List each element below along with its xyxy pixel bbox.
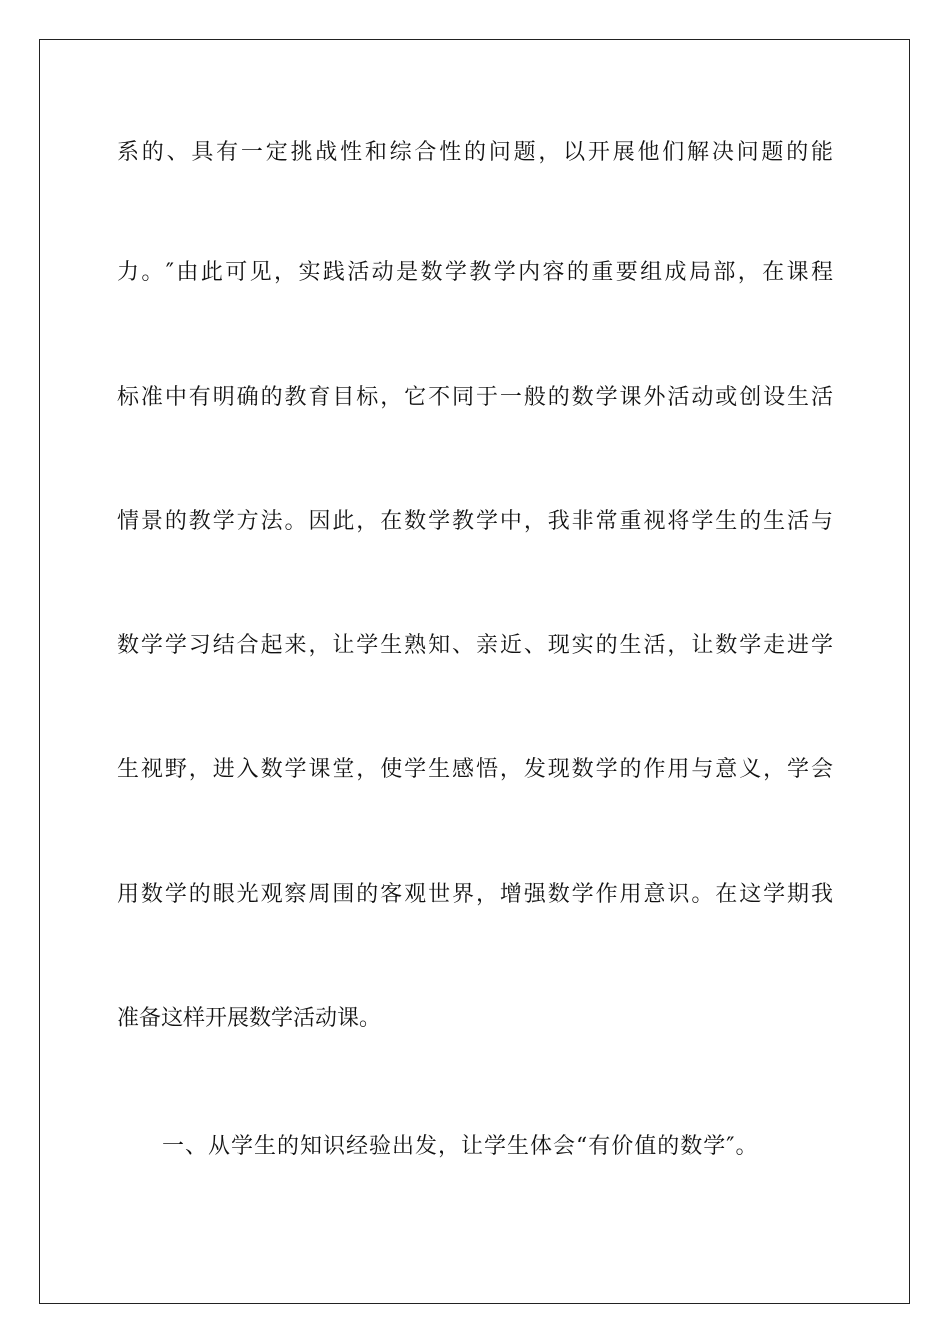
paragraph-line-7: 用数学的眼光观察周围的客观世界，增强数学作用意识。在这学期我 [117, 882, 833, 907]
paragraph-line-2: 力。″由此可见，实践活动是数学教学内容的重要组成局部，在课程 [117, 260, 833, 285]
paragraph-line-8: 准备这样开展数学活动课。 [117, 1006, 382, 1031]
paragraph-line-6: 生视野，进入数学课堂，使学生感悟，发现数学的作用与意义，学会 [117, 757, 833, 782]
paragraph-line-1: 系的、具有一定挑战性和综合性的问题，以开展他们解决问题的能 [117, 140, 833, 165]
paragraph-line-3: 标准中有明确的教育目标，它不同于一般的数学课外活动或创设生活 [117, 385, 833, 410]
paragraph-line-5: 数学学习结合起来，让学生熟知、亲近、现实的生活，让数学走进学 [117, 633, 833, 658]
page-border [39, 39, 910, 1304]
section-heading: 一、从学生的知识经验出发，让学生体会“有价值的数学″。 [162, 1134, 759, 1159]
paragraph-line-4: 情景的教学方法。因此，在数学教学中，我非常重视将学生的生活与 [117, 509, 833, 534]
